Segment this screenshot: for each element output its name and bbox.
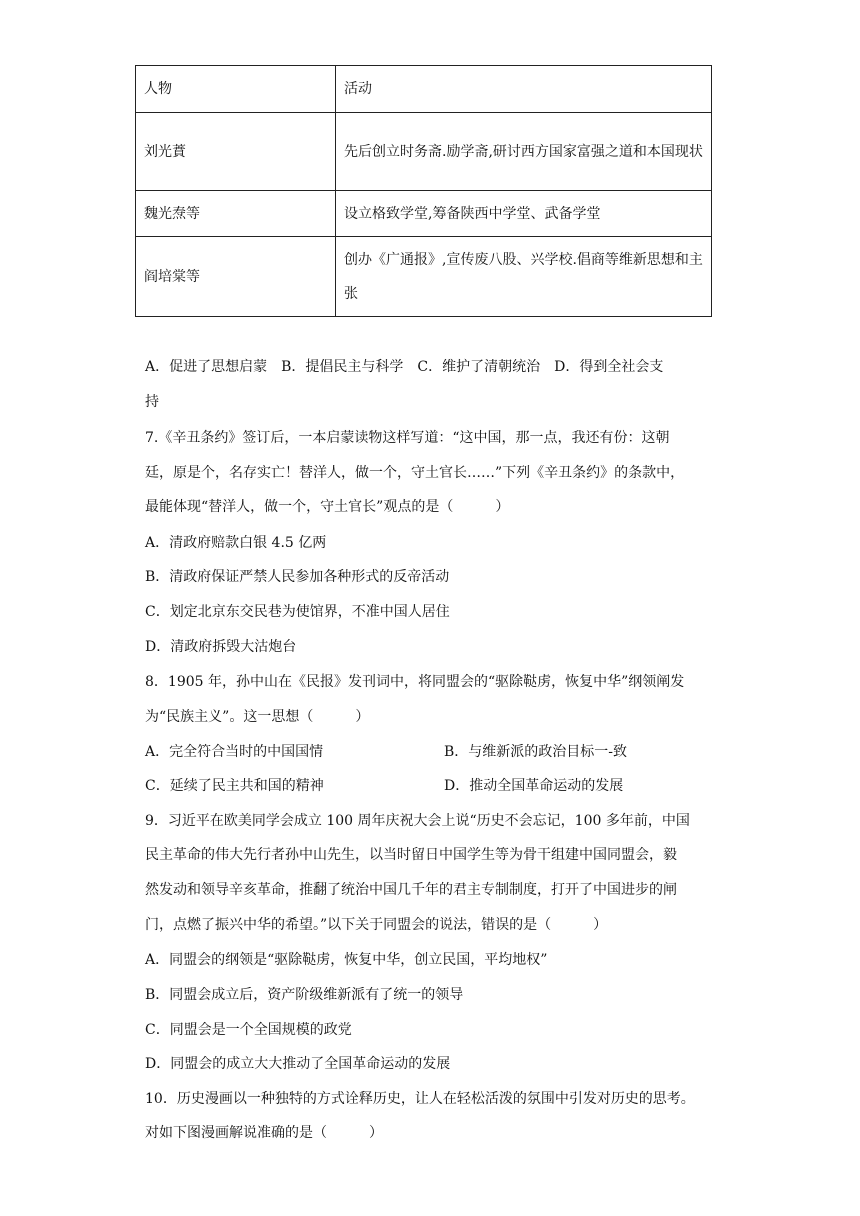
q6-options-line-wrap: 持 [145,394,159,410]
table-cell-activity: 设立格致学堂,筹备陕西中学堂、武备学堂 [336,191,712,237]
q8-option-b: B．与维新派的政治目标一-致 [444,744,628,760]
table-row [136,237,712,317]
table-header-cell: 人物 [136,66,336,113]
q8-option-d: D．推动全国革命运动的发展 [444,778,624,794]
q7-stem-line: 最能体现“替洋人，做一个，守土官长”观点的是（ ） [145,499,510,515]
q7-option-a: A．清政府赔款白银 4.5 亿两 [145,535,327,551]
q8-option-a: A．完全符合当时的中国国情 [145,744,324,760]
table-header-cell: 活动 [336,66,712,113]
q7-stem-line: 7.《辛丑条约》签订后，一本启蒙读物这样写道：“这中国，那一点，我还有份：这朝 [145,430,670,446]
q9-option-c: C．同盟会是一个全国规模的政党 [145,1022,352,1038]
q10-stem-line: 10．历史漫画以一种独特的方式诠释历史，让人在轻松活泼的氛围中引发对历史的思考。 [145,1091,695,1107]
q8-stem-line: 为“民族主义”。这一思想（ ） [145,709,370,725]
q9-stem-line: 9．习近平在欧美同学会成立 100 周年庆祝大会上说“历史不会忘记，100 多年前，中国 [145,813,690,829]
table-cell-activity: 先后创立时务斋.励学斋,研讨西方国家富强之道和本国现状 [336,113,712,191]
table-cell-person: 刘光蕡 [136,113,336,191]
q7-option-c: C．划定北京东交民巷为使馆界，不准中国人居住 [145,604,450,620]
table-row [136,191,712,237]
table-cell-activity: 创办《广通报》,宣传废八股、兴学校.倡商等维新思想和主张 [336,237,712,317]
q9-stem-line: 门，点燃了振兴中华的希望。”以下关于同盟会的说法，错误的是（ ） [145,917,608,933]
q7-option-b: B．清政府保证严禁人民参加各种形式的反帝活动 [145,569,450,585]
q9-stem-line: 然发动和领导辛亥革命，推翻了统治中国几千年的君主专制制度，打开了中国进步的闸 [145,882,677,898]
q9-stem-line: 民主革命的伟大先行者孙中山先生，以当时留日中国学生等为骨干组建中国同盟会，毅 [145,847,677,863]
figures-activities-table [135,65,712,317]
q9-option-a: A．同盟会的纲领是“驱除鞑虏，恢复中华，创立民国，平均地权” [145,952,548,968]
q8-option-c: C．延续了民主共和国的精神 [145,778,324,794]
table-cell-person: 阎培棠等 [136,237,336,317]
q9-option-d: D．同盟会的成立大大推动了全国革命运动的发展 [145,1056,451,1072]
table-header-row [136,66,712,113]
q10-stem-line: 对如下图漫画解说准确的是（ ） [145,1125,383,1141]
q8-stem-line: 8．1905 年，孙中山在《民报》发刊词中，将同盟会的“驱除鞑虏，恢复中华”纲领阐发 [145,674,685,690]
q7-stem-line: 廷，原是个，名存实亡！替洋人，做一个，守土官长……”下列《辛丑条约》的条款中， [145,465,685,481]
q6-options-line: A．促进了思想启蒙 B．提倡民主与科学 C．维护了清朝统治 D．得到全社会支 [145,359,664,375]
q7-option-d: D．清政府拆毁大沽炮台 [145,639,297,655]
q9-option-b: B．同盟会成立后，资产阶级维新派有了统一的领导 [145,987,464,1003]
table-row [136,113,712,191]
table-cell-person: 魏光焘等 [136,191,336,237]
